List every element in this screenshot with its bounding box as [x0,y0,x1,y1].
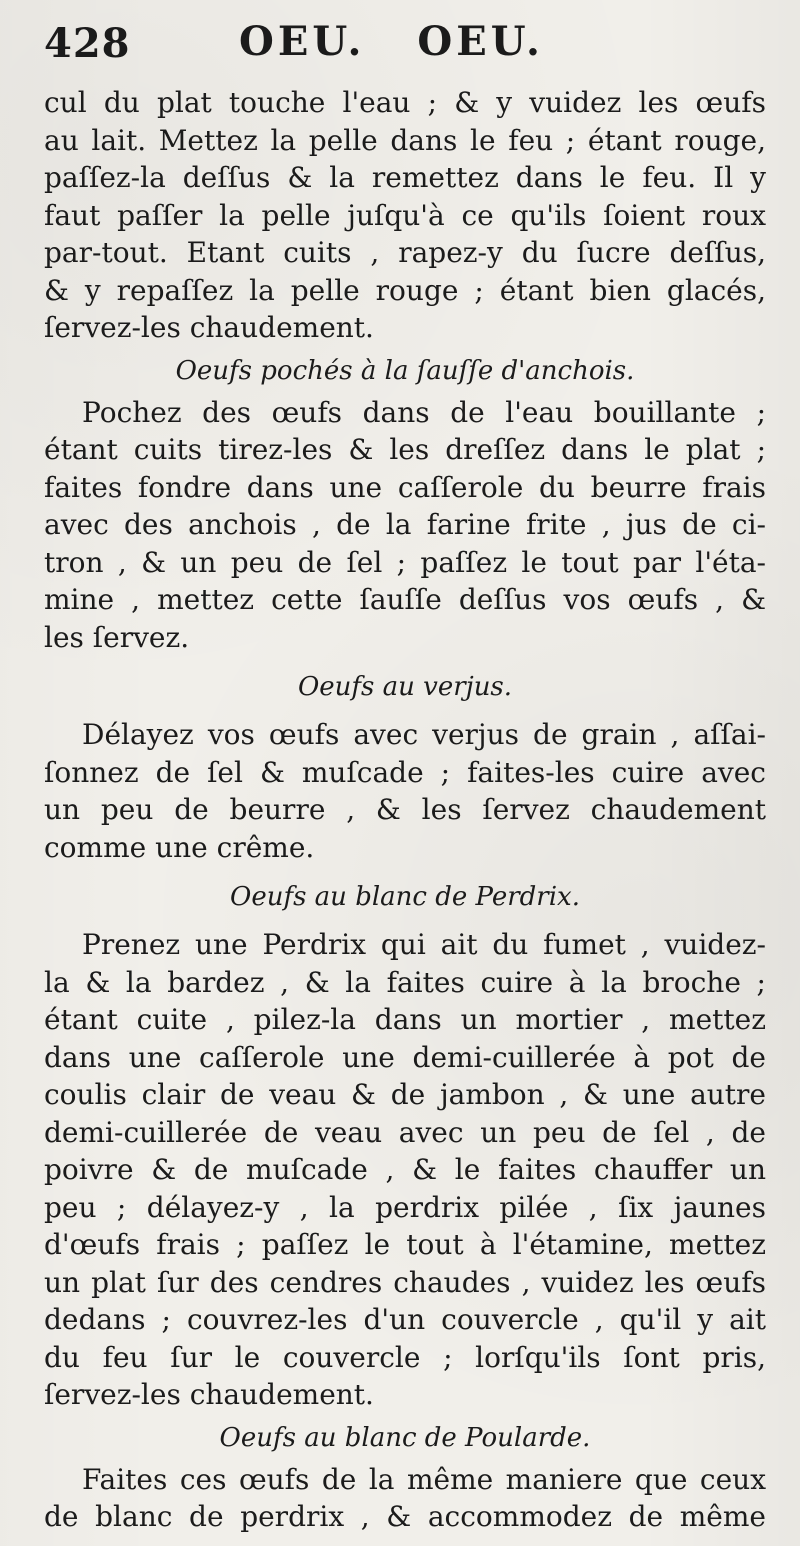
text-line: un peu de beurre , & les ſervez chaudement [44,793,766,826]
text-line: de blanc de perdrix , & accommodez de même [44,1500,766,1533]
text-line: du feu ſur le couvercle ; lorſqu'ils ſont pris, [44,1340,766,1374]
paragraph-5 [44,1461,766,1536]
text-line: d'œufs frais ; paſſez le tout à l'étamine, mettez [44,1228,766,1261]
recipe-heading: Oeufs au verjus. [297,672,513,702]
text-line: la & la bardez , & la faites cuire à la broche ; [44,965,766,999]
paragraph-4 [44,926,766,1414]
text-line: dans une caſſerole une demi-cuillerée à pot de [44,1040,766,1074]
recipe-heading: Oeufs au blanc de Perdrix. [230,882,580,912]
running-head: OEU. OEU. [239,18,544,65]
page-number: 428 [44,20,131,67]
text-line: avec des anchois , de la farine frite , jus de ci- [44,508,766,541]
text-line: Faites ces œufs de la même maniere que ceux [82,1462,766,1496]
text-line: poivre & de muſcade , & le faites chauffer un [44,1153,766,1186]
text-line: demi-cuillerée de veau avec un peu de ſel , de [44,1115,766,1149]
text-line: dedans ; couvrez-les d'un couvercle , qu'il y ait [44,1303,766,1336]
text-line: étant cuite , pilez-la dans un mortier , mettez [44,1003,766,1036]
paragraph-3 [44,716,766,866]
text-line: ſervez-les chaudement. [44,311,374,344]
text-line: étant cuits tirez-les & les dreſſez dans le plat ; [44,433,766,466]
text-line: ſonnez de ſel & muſcade ; faites-les cuire avec [44,755,766,789]
recipe-heading: Oeufs au blanc de Poularde. [219,1422,591,1453]
text-line: Délayez vos œufs avec verjus de grain , aſſai- [82,718,766,751]
text-line: cul du plat touche l'eau ; & y vuidez les œufs [44,86,766,119]
text-line: Pochez des œufs dans de l'eau bouillante ; [82,395,766,429]
text-line: au lait. Mettez la pelle dans le feu ; étant rouge, [44,123,766,157]
text-line: un plat ſur des cendres chaudes , vuidez les œufs [44,1265,766,1299]
page-header [44,18,766,84]
text-line: comme une crême. [44,830,315,864]
text-line: faites fondre dans une caſſerole du beurre frais [44,470,766,504]
text-line: & y repaſſez la pelle rouge ; étant bien glacés, [44,273,766,307]
paragraph-2 [44,394,766,657]
text-line: par-tout. Etant cuits , rapez-y du ſucre deſſus, [44,236,766,269]
text-line: coulis clair de veau & de jambon , & une autre [44,1078,766,1111]
recipe-heading: Oeufs pochés à la ſauſſe d'anchois. [175,355,635,386]
text-line: Prenez une Perdrix qui ait du fumet , vuidez- [82,928,766,961]
text-line: tron , & un peu de ſel ; paſſez le tout par l'éta- [44,545,766,579]
text-line: ſervez-les chaudement. [44,1378,374,1411]
text-line: faut paſſer la pelle juſqu'à ce qu'ils ſoient roux [44,198,766,232]
text-line: peu ; délayez-y , la perdrix pilée , ſix jaunes [44,1190,766,1224]
paragraph-1 [44,84,766,347]
text-line: paſſez-la deſſus & la remettez dans le feu. Il y [44,161,766,194]
text-line: mine , mettez cette ſauſſe deſſus vos œufs , & [44,583,766,616]
page-body [44,84,766,1536]
text-line: les ſervez. [44,620,190,654]
